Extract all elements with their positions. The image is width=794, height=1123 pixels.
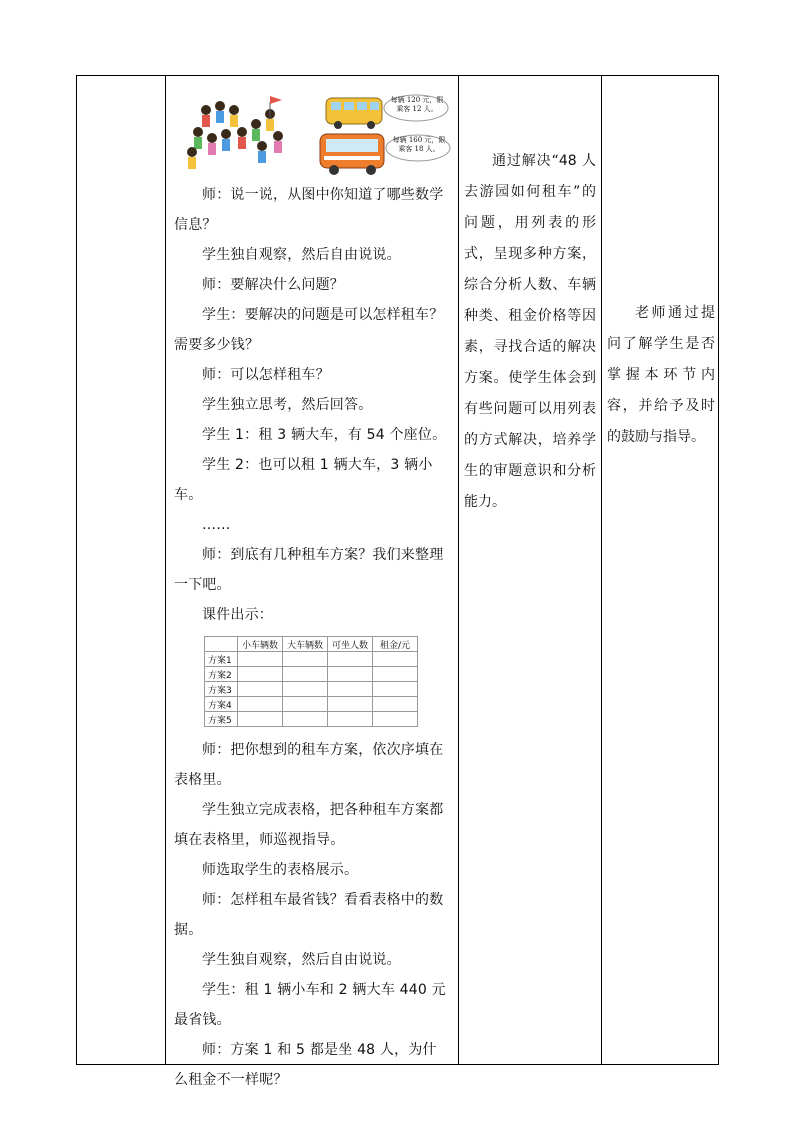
dialogue-block-continued [166, 735, 458, 1095]
dialogue-line: 学生：要解决的问题是可以怎样租车？需要多少钱？ [174, 307, 444, 353]
dialogue-line: 学生独立完成表格，把各种租车方案都填在表格里，师巡视指导。 [174, 802, 444, 848]
table-cell [328, 682, 373, 697]
table-cell [238, 697, 283, 712]
table-cell [283, 682, 328, 697]
table-cell [373, 697, 418, 712]
lesson-plan-table [76, 75, 719, 1088]
dialogue-line: 师：把你想到的租车方案，依次序填在表格里。 [174, 742, 444, 788]
teaching-process-cell [166, 76, 458, 1095]
dialogue-line: 师：要解决什么问题？ [202, 277, 344, 293]
small-bus [326, 98, 382, 129]
table-cell [328, 667, 373, 682]
table-row [205, 697, 418, 712]
table-header: 小车辆数 [238, 637, 283, 652]
row-label: 方案1 [205, 652, 238, 667]
table-cell [238, 682, 283, 697]
column-divider [601, 76, 602, 1064]
rental-illustration [166, 84, 458, 180]
table-corner [205, 637, 238, 652]
small-bus-sign: 每辆 120 元，限乘客 12 人。 [390, 96, 444, 113]
table-cell [328, 697, 373, 712]
table-cell [373, 667, 418, 682]
dialogue-line: 学生：租 1 辆小车和 2 辆大车 440 元最省钱。 [174, 982, 446, 1028]
dialogue-block [166, 180, 458, 630]
table-cell [373, 682, 418, 697]
rental-plan-table [204, 636, 418, 727]
table-cell [283, 667, 328, 682]
table-cell [373, 712, 418, 727]
table-cell [373, 652, 418, 667]
dialogue-line: 学生 1：租 3 辆大车，有 54 个座位。 [202, 427, 447, 443]
table-header: 可坐人数 [328, 637, 373, 652]
dialogue-line: 师：怎样租车最省钱？看看表格中的数据。 [174, 892, 444, 938]
table-header: 租金/元 [373, 637, 418, 652]
dialogue-line: 师：可以怎样租车？ [202, 367, 330, 383]
dialogue-line: 学生 2：也可以租 1 辆大车，3 辆小车。 [174, 457, 433, 503]
evaluation-text: 老师通过提问了解学生是否掌握本环节内容，并给予及时的鼓励与指导。 [607, 305, 715, 445]
table-row [205, 712, 418, 727]
table-row [205, 682, 418, 697]
dialogue-line: 学生独自观察，然后自由说说。 [202, 247, 401, 263]
table-row [205, 667, 418, 682]
table-cell [328, 712, 373, 727]
table-cell [283, 712, 328, 727]
dialogue-line: 师：方案 1 和 5 都是坐 48 人，为什么租金不一样呢？ [174, 1042, 437, 1088]
large-bus-sign: 每辆 160 元，限乘客 18 人。 [392, 136, 446, 153]
dialogue-line: 师：到底有几种租车方案？我们来整理一下吧。 [174, 547, 444, 593]
table-cell [328, 652, 373, 667]
dialogue-line: 课件出示： [202, 607, 273, 623]
large-bus [320, 134, 384, 175]
table-cell [238, 667, 283, 682]
dialogue-line: 师：说一说，从图中你知道了哪些数学信息？ [174, 187, 444, 233]
row-label: 方案3 [205, 682, 238, 697]
row-label: 方案2 [205, 667, 238, 682]
row-label: 方案4 [205, 697, 238, 712]
design-intent-cell [464, 146, 596, 518]
table-cell [238, 712, 283, 727]
table-cell [238, 652, 283, 667]
table-row [205, 652, 418, 667]
evaluation-cell [607, 298, 715, 453]
table-cell [283, 652, 328, 667]
table-header: 大车辆数 [283, 637, 328, 652]
dialogue-line: 学生独自观察，然后自由说说。 [202, 952, 401, 968]
dialogue-line: 师选取学生的表格展示。 [202, 862, 359, 878]
children-group [187, 96, 283, 169]
dialogue-line: …… [202, 517, 231, 533]
column-divider [458, 76, 459, 1064]
table-cell [283, 697, 328, 712]
dialogue-line: 学生独立思考，然后回答。 [202, 397, 373, 413]
row-label: 方案5 [205, 712, 238, 727]
design-intent-text: 通过解决“48 人去游园如何租车”的问题，用列表的形式，呈现多种方案，综合分析人数、车辆种类、租金价格等因素，寻找合适的解决方案。使学生体会到有些问题可以用列表的方式解决，培养学生的审题意识和分析能力。 [464, 153, 596, 510]
